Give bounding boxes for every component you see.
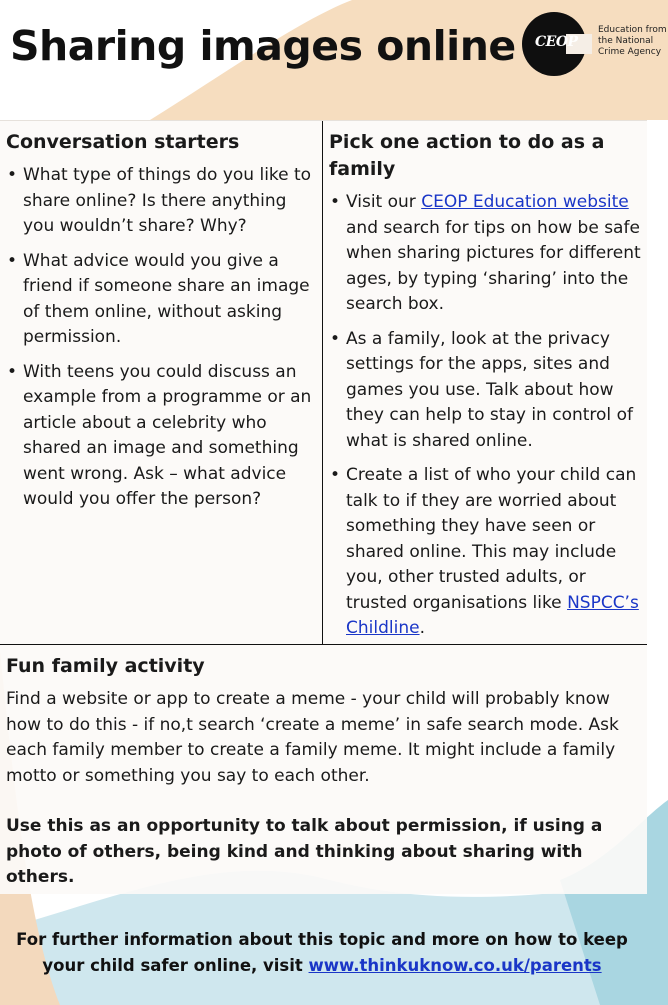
page-title: Sharing images online: [10, 22, 516, 70]
ceop-logo-tagline: Education from the National Crime Agency: [598, 25, 667, 57]
list-item: • What type of things do you like to share online? Is there anything you wouldn’t share? Why?: [7, 165, 312, 236]
list-item: • Visit our CEOP Education website and search for tips on how be safe when sharing pictures for different ages, by typing ‘sharing’ into the search box.: [330, 192, 641, 314]
column-divider: [322, 121, 323, 644]
list-item: • Create a list of who your child can talk to if they are worried about something they have seen or shared online. This may include you, other trusted adults, or trusted organisations like NSPCC’s Childline.: [330, 465, 639, 638]
fun-activity-heading: Fun family activity: [6, 655, 205, 677]
fun-activity-body: Find a website or app to create a meme - your child will probably know how to do this - if no,t search ‘create a meme’ in safe search mode. Ask each family member to create a family meme. It might include a family motto or something you say to each other.: [6, 689, 619, 786]
ceop-education-link[interactable]: CEOP Education website: [421, 192, 629, 212]
bullet-icon: •: [330, 328, 341, 349]
family-action-heading: Pick one action to do as a family: [329, 131, 605, 180]
ceop-logo: [522, 12, 667, 72]
list-item: • As a family, look at the privacy settings for the apps, sites and games you use. Talk about how they can help to stay in control of what is shared online.: [330, 328, 633, 451]
thinkuknow-parents-link[interactable]: www.thinkuknow.co.uk/parents: [308, 956, 602, 975]
fun-family-activity-section: [6, 653, 638, 891]
bullet-icon: •: [330, 192, 341, 212]
bullet-icon: •: [7, 250, 18, 271]
nspcc-childline-link[interactable]: NSPCC’s Childline: [346, 592, 639, 638]
list-item: • With teens you could discuss an example from a programme or an article about a celebrity who shared an image and something went wrong. Ask – what advice would you offer the person?: [7, 361, 312, 509]
conversation-starters-section: [6, 129, 318, 522]
list-item: • What advice would you give a friend if someone share an image of them online, without asking permission.: [7, 250, 310, 347]
ceop-logo-word: CEOP: [535, 34, 578, 50]
bullet-icon: •: [7, 361, 18, 382]
family-action-list: [329, 190, 643, 642]
conversation-starters-list: [6, 163, 318, 513]
bullet-icon: •: [7, 165, 18, 185]
bullet-icon: •: [330, 465, 341, 485]
footer-text: For further information about this topic and more on how to keep your child safer online, visit: [16, 930, 628, 975]
conversation-starters-heading: Conversation starters: [6, 131, 240, 153]
family-action-section: [329, 129, 643, 651]
ceop-logo-mark: [522, 12, 586, 76]
footer-note: [0, 927, 644, 979]
fun-activity-note: Use this as an opportunity to talk about permission, if using a photo of others, being kind and thinking about sharing with others.: [6, 816, 603, 887]
content-panel: [0, 120, 647, 894]
